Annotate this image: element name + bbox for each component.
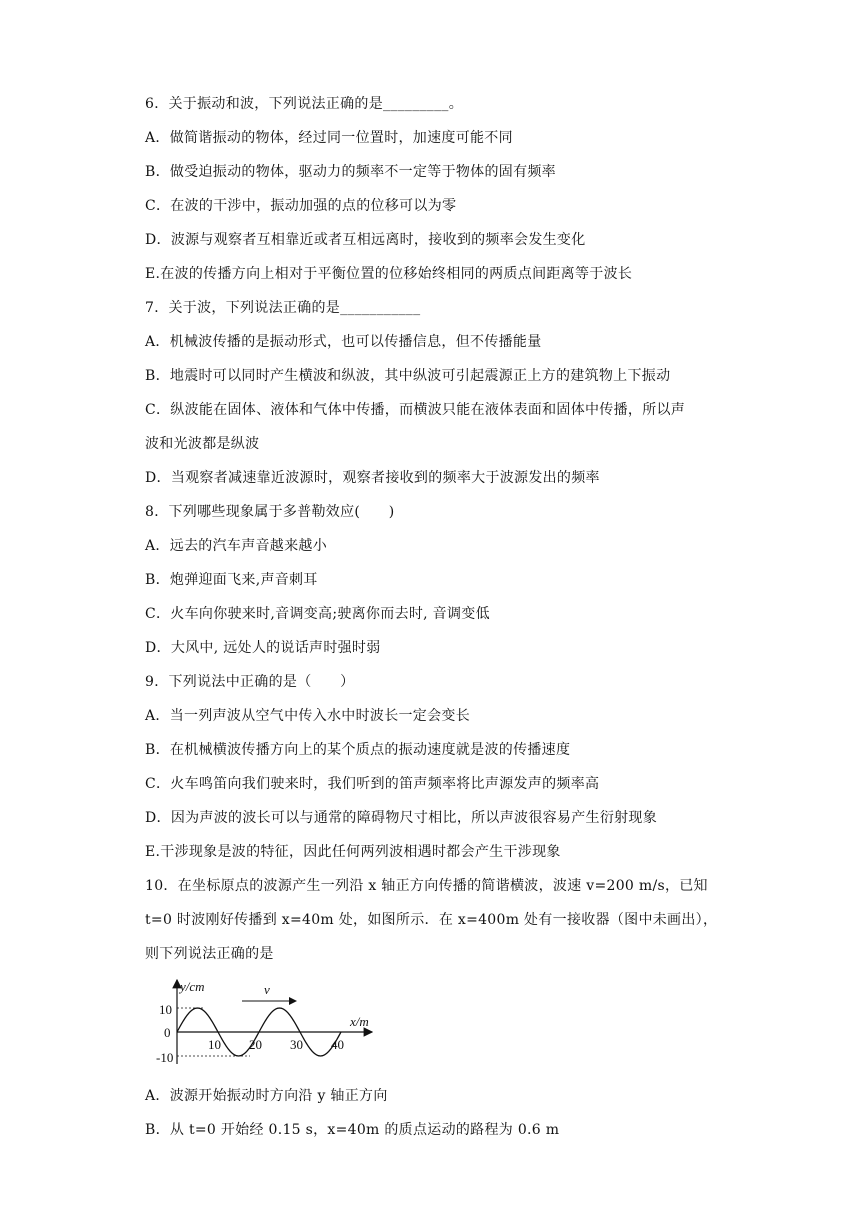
velocity-label: v [264, 982, 270, 997]
q9-option-e: E.干涉现象是波的特征，因此任何两列波相遇时都会产生干涉现象 [145, 844, 561, 860]
q9-stem: 9．下列说法中正确的是（ ） [145, 674, 355, 690]
q7-option-b: B．地震时可以同时产生横波和纵波，其中纵波可引起震源正上方的建筑物上下振动 [145, 368, 671, 384]
y-tick-10: 10 [159, 1002, 172, 1017]
q8-stem: 8．下列哪些现象属于多普勒效应( ) [145, 504, 395, 520]
q6-option-b: B．做受迫振动的物体，驱动力的频率不一定等于物体的固有频率 [145, 164, 556, 180]
q7-option-c-cont: 波和光波都是纵波 [145, 436, 260, 452]
q9-option-c: C．火车鸣笛向我们驶来时，我们听到的笛声频率将比声源发声的频率高 [145, 776, 600, 792]
q9-option-d: D．因为声波的波长可以与通常的障碍物尺寸相比，所以声波很容易产生衍射现象 [145, 810, 658, 826]
y-axis-label: y/cm [180, 979, 205, 994]
q8-option-a: A．远去的汽车声音越来越小 [145, 538, 328, 554]
q10-stem-3: 则下列说法正确的是 [145, 946, 274, 962]
q9-option-b: B．在机械横波传播方向上的某个质点的振动速度就是波的传播速度 [145, 742, 571, 758]
wave-graph [150, 974, 380, 1068]
q6-option-d: D．波源与观察者互相靠近或者互相远离时，接收到的频率会发生变化 [145, 232, 586, 248]
y-tick-neg10: -10 [156, 1050, 174, 1065]
q6-option-e: E.在波的传播方向上相对于平衡位置的位移始终相同的两质点间距离等于波长 [145, 266, 633, 282]
q6-option-c: C．在波的干涉中，振动加强的点的位移可以为零 [145, 198, 457, 214]
x-tick-40: 40 [331, 1037, 344, 1052]
q8-option-c: C．火车向你驶来时,音调变高;驶离你而去时, 音调变低 [145, 606, 490, 622]
x-tick-10: 10 [208, 1037, 221, 1052]
x-tick-30: 30 [290, 1037, 303, 1052]
q8-option-d: D．大风中, 远处人的说话声时强时弱 [145, 640, 381, 656]
q7-option-d: D．当观察者减速靠近波源时，观察者接收到的频率大于波源发出的频率 [145, 470, 600, 486]
q9-option-a: A．当一列声波从空气中传入水中时波长一定会变长 [145, 708, 471, 724]
x-tick-20: 20 [249, 1037, 262, 1052]
x-axis-label: x/m [350, 1014, 369, 1029]
q6-stem: 6．关于振动和波，下列说法正确的是_________。 [145, 96, 464, 112]
q7-stem: 7．关于波，下列说法正确的是___________ [145, 300, 421, 316]
y-tick-0: 0 [164, 1025, 171, 1040]
q10-option-b: B．从 t=0 开始经 0.15 s，x=40m 的质点运动的路程为 0.6 m [145, 1122, 560, 1138]
q10-option-a: A．波源开始振动时方向沿 y 轴正方向 [145, 1088, 388, 1104]
q6-option-a: A．做简谐振动的物体，经过同一位置时，加速度可能不同 [145, 130, 513, 146]
q7-option-c: C．纵波能在固体、液体和气体中传播，而横波只能在液体表面和固体中传播，所以声 [145, 402, 686, 418]
q10-stem-2: t=0 时波刚好传播到 x=40m 处，如图所示．在 x=400m 处有一接收器（图中未画出）， [145, 912, 718, 928]
q8-option-b: B．炮弹迎面飞来,声音刺耳 [145, 572, 318, 588]
q7-option-a: A．机械波传播的是振动形式，也可以传播信息，但不传播能量 [145, 334, 542, 350]
q10-stem-1: 10．在坐标原点的波源产生一列沿 x 轴正方向传播的简谐横波，波速 v=200 m/s，已知 [145, 878, 708, 894]
